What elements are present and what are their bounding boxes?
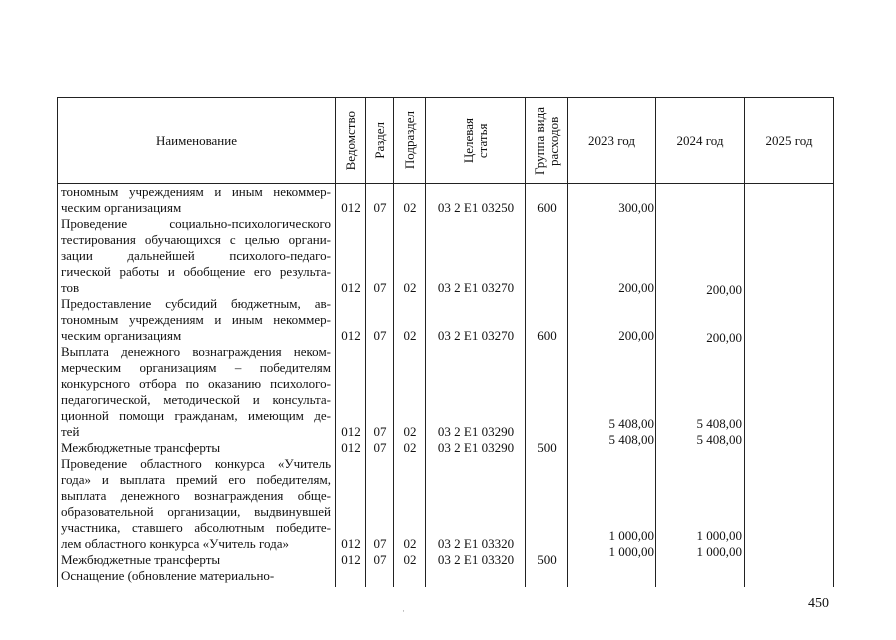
cell-cs: 03 2 E1 03270	[437, 328, 515, 343]
header-2024	[656, 97, 745, 184]
row-name-line: участника, ставшего абсолютным победите-	[61, 520, 331, 535]
cell-y2023: 1 000,00	[608, 528, 654, 543]
page-number: 450	[808, 596, 829, 611]
col-2024	[656, 184, 745, 587]
row-name-line: педагогической, методической и консульта-	[61, 392, 331, 407]
row-name-line: Межбюджетные трансферты	[61, 552, 221, 567]
budget-table	[57, 97, 834, 587]
cell-ved: 012	[341, 536, 361, 551]
cell-y2024: 200,00	[706, 330, 742, 345]
header-razdel	[366, 97, 394, 184]
cell-pod: 02	[403, 280, 417, 295]
cell-ved: 012	[341, 280, 361, 295]
cell-y2024: 5 408,00	[696, 416, 742, 431]
row-name-line: Проведение социально-психологического	[61, 216, 331, 231]
header-2025-text: 2025 год	[765, 132, 813, 148]
header-2025	[745, 97, 834, 184]
row-name-line: образовательной организации, выдвинувшей	[61, 504, 331, 519]
cell-vr: 500	[537, 440, 557, 455]
row-name-line: Выплата денежного вознаграждения неком-	[61, 344, 331, 359]
cell-y2024: 1 000,00	[696, 544, 742, 559]
cell-vr: 500	[537, 552, 557, 567]
cell-y2023: 200,00	[618, 328, 654, 343]
cell-cs: 03 2 E1 03320	[437, 536, 515, 551]
col-2025	[745, 184, 834, 587]
cell-cs: 03 2 E1 03250	[437, 200, 515, 215]
cell-cs: 03 2 E1 03290	[437, 440, 515, 455]
row-name-line: тов	[61, 280, 80, 295]
row-name-line: Оснащение (обновление материально-	[61, 568, 275, 583]
cell-ved: 012	[341, 200, 361, 215]
header-name	[57, 97, 336, 184]
cell-pod: 02	[403, 424, 417, 439]
cell-vr: 600	[537, 328, 557, 343]
col-vedomstvo	[336, 184, 366, 587]
cell-raz: 07	[373, 536, 387, 551]
cell-raz: 07	[373, 200, 387, 215]
cell-raz: 07	[373, 440, 387, 455]
col-podrazdel	[394, 184, 426, 587]
cell-cs: 03 2 E1 03290	[437, 424, 515, 439]
header-name-text: Наименование	[156, 132, 237, 148]
col-celevaya	[426, 184, 526, 587]
col-razdel	[366, 184, 394, 587]
row-name-line: ческим организациям	[61, 200, 182, 215]
cell-ved: 012	[341, 440, 361, 455]
row-name-line: тономным учреждениям и иным некоммер-	[61, 312, 331, 327]
header-2024-text: 2024 год	[676, 132, 724, 148]
cell-ved: 012	[341, 552, 361, 567]
row-name-line: тономным учреждениям и иным некоммер-	[61, 184, 331, 199]
col-2023	[568, 184, 656, 587]
row-name-line: лем областного конкурса «Учитель года»	[61, 536, 289, 551]
cell-y2024: 5 408,00	[696, 432, 742, 447]
row-name-line: мерческим организациям – победителям	[61, 360, 331, 375]
cell-raz: 07	[373, 552, 387, 567]
row-name-line: гической работы и обобщение его результа-	[61, 264, 331, 279]
header-celevaya-text: Целевая статья	[460, 117, 490, 164]
cell-raz: 07	[373, 424, 387, 439]
cell-y2023: 300,00	[618, 200, 654, 215]
header-vedomstvo	[336, 97, 366, 184]
row-name-line: выплата денежного вознаграждения обще-	[61, 488, 331, 503]
row-name-line: конкурсного отбора по оказанию психолого-	[61, 376, 331, 391]
row-name-line: Предоставление субсидий бюджетным, ав-	[61, 296, 331, 311]
cell-ved: 012	[341, 328, 361, 343]
cell-y2023: 5 408,00	[608, 416, 654, 431]
cell-y2024: 200,00	[706, 282, 742, 297]
cell-ved: 012	[341, 424, 361, 439]
row-name-line: тей	[61, 424, 80, 439]
header-podrazdel	[394, 97, 426, 184]
cell-y2023: 1 000,00	[608, 544, 654, 559]
cell-y2024: 1 000,00	[696, 528, 742, 543]
header-celevaya	[426, 97, 526, 184]
cell-pod: 02	[403, 328, 417, 343]
row-name-line: ционной помощи гражданам, имеющим де-	[61, 408, 331, 423]
cell-y2023: 200,00	[618, 280, 654, 295]
row-name-line: Межбюджетные трансферты	[61, 440, 221, 455]
header-podrazdel-text: Подраздел	[401, 111, 417, 170]
row-name-line: тестирования обучающихся с целью органи-	[61, 232, 331, 247]
cell-raz: 07	[373, 328, 387, 343]
row-name-line: ческим организациям	[61, 328, 182, 343]
header-2023	[568, 97, 656, 184]
cell-pod: 02	[403, 440, 417, 455]
header-vedomstvo-text: Ведомство	[342, 110, 358, 171]
row-name-line: Проведение областного конкурса «Учитель	[61, 456, 331, 471]
col-gruppa	[526, 184, 568, 587]
header-gruppa	[526, 97, 568, 184]
cell-y2023: 5 408,00	[608, 432, 654, 447]
cell-raz: 07	[373, 280, 387, 295]
cell-pod: 02	[403, 552, 417, 567]
cell-pod: 02	[403, 536, 417, 551]
header-razdel-text: Раздел	[371, 122, 387, 159]
row-name-line: года» и выплата премий его победителям,	[61, 472, 331, 487]
cell-cs: 03 2 E1 03270	[437, 280, 515, 295]
scan-mark: ·	[402, 606, 405, 616]
cell-cs: 03 2 E1 03320	[437, 552, 515, 567]
cell-vr: 600	[537, 200, 557, 215]
header-gruppa-text: Группа вида расходов	[531, 106, 561, 175]
cell-pod: 02	[403, 200, 417, 215]
row-name-line: зации дальнейшей психолого-педаго-	[61, 248, 331, 263]
header-2023-text: 2023 год	[588, 132, 635, 148]
